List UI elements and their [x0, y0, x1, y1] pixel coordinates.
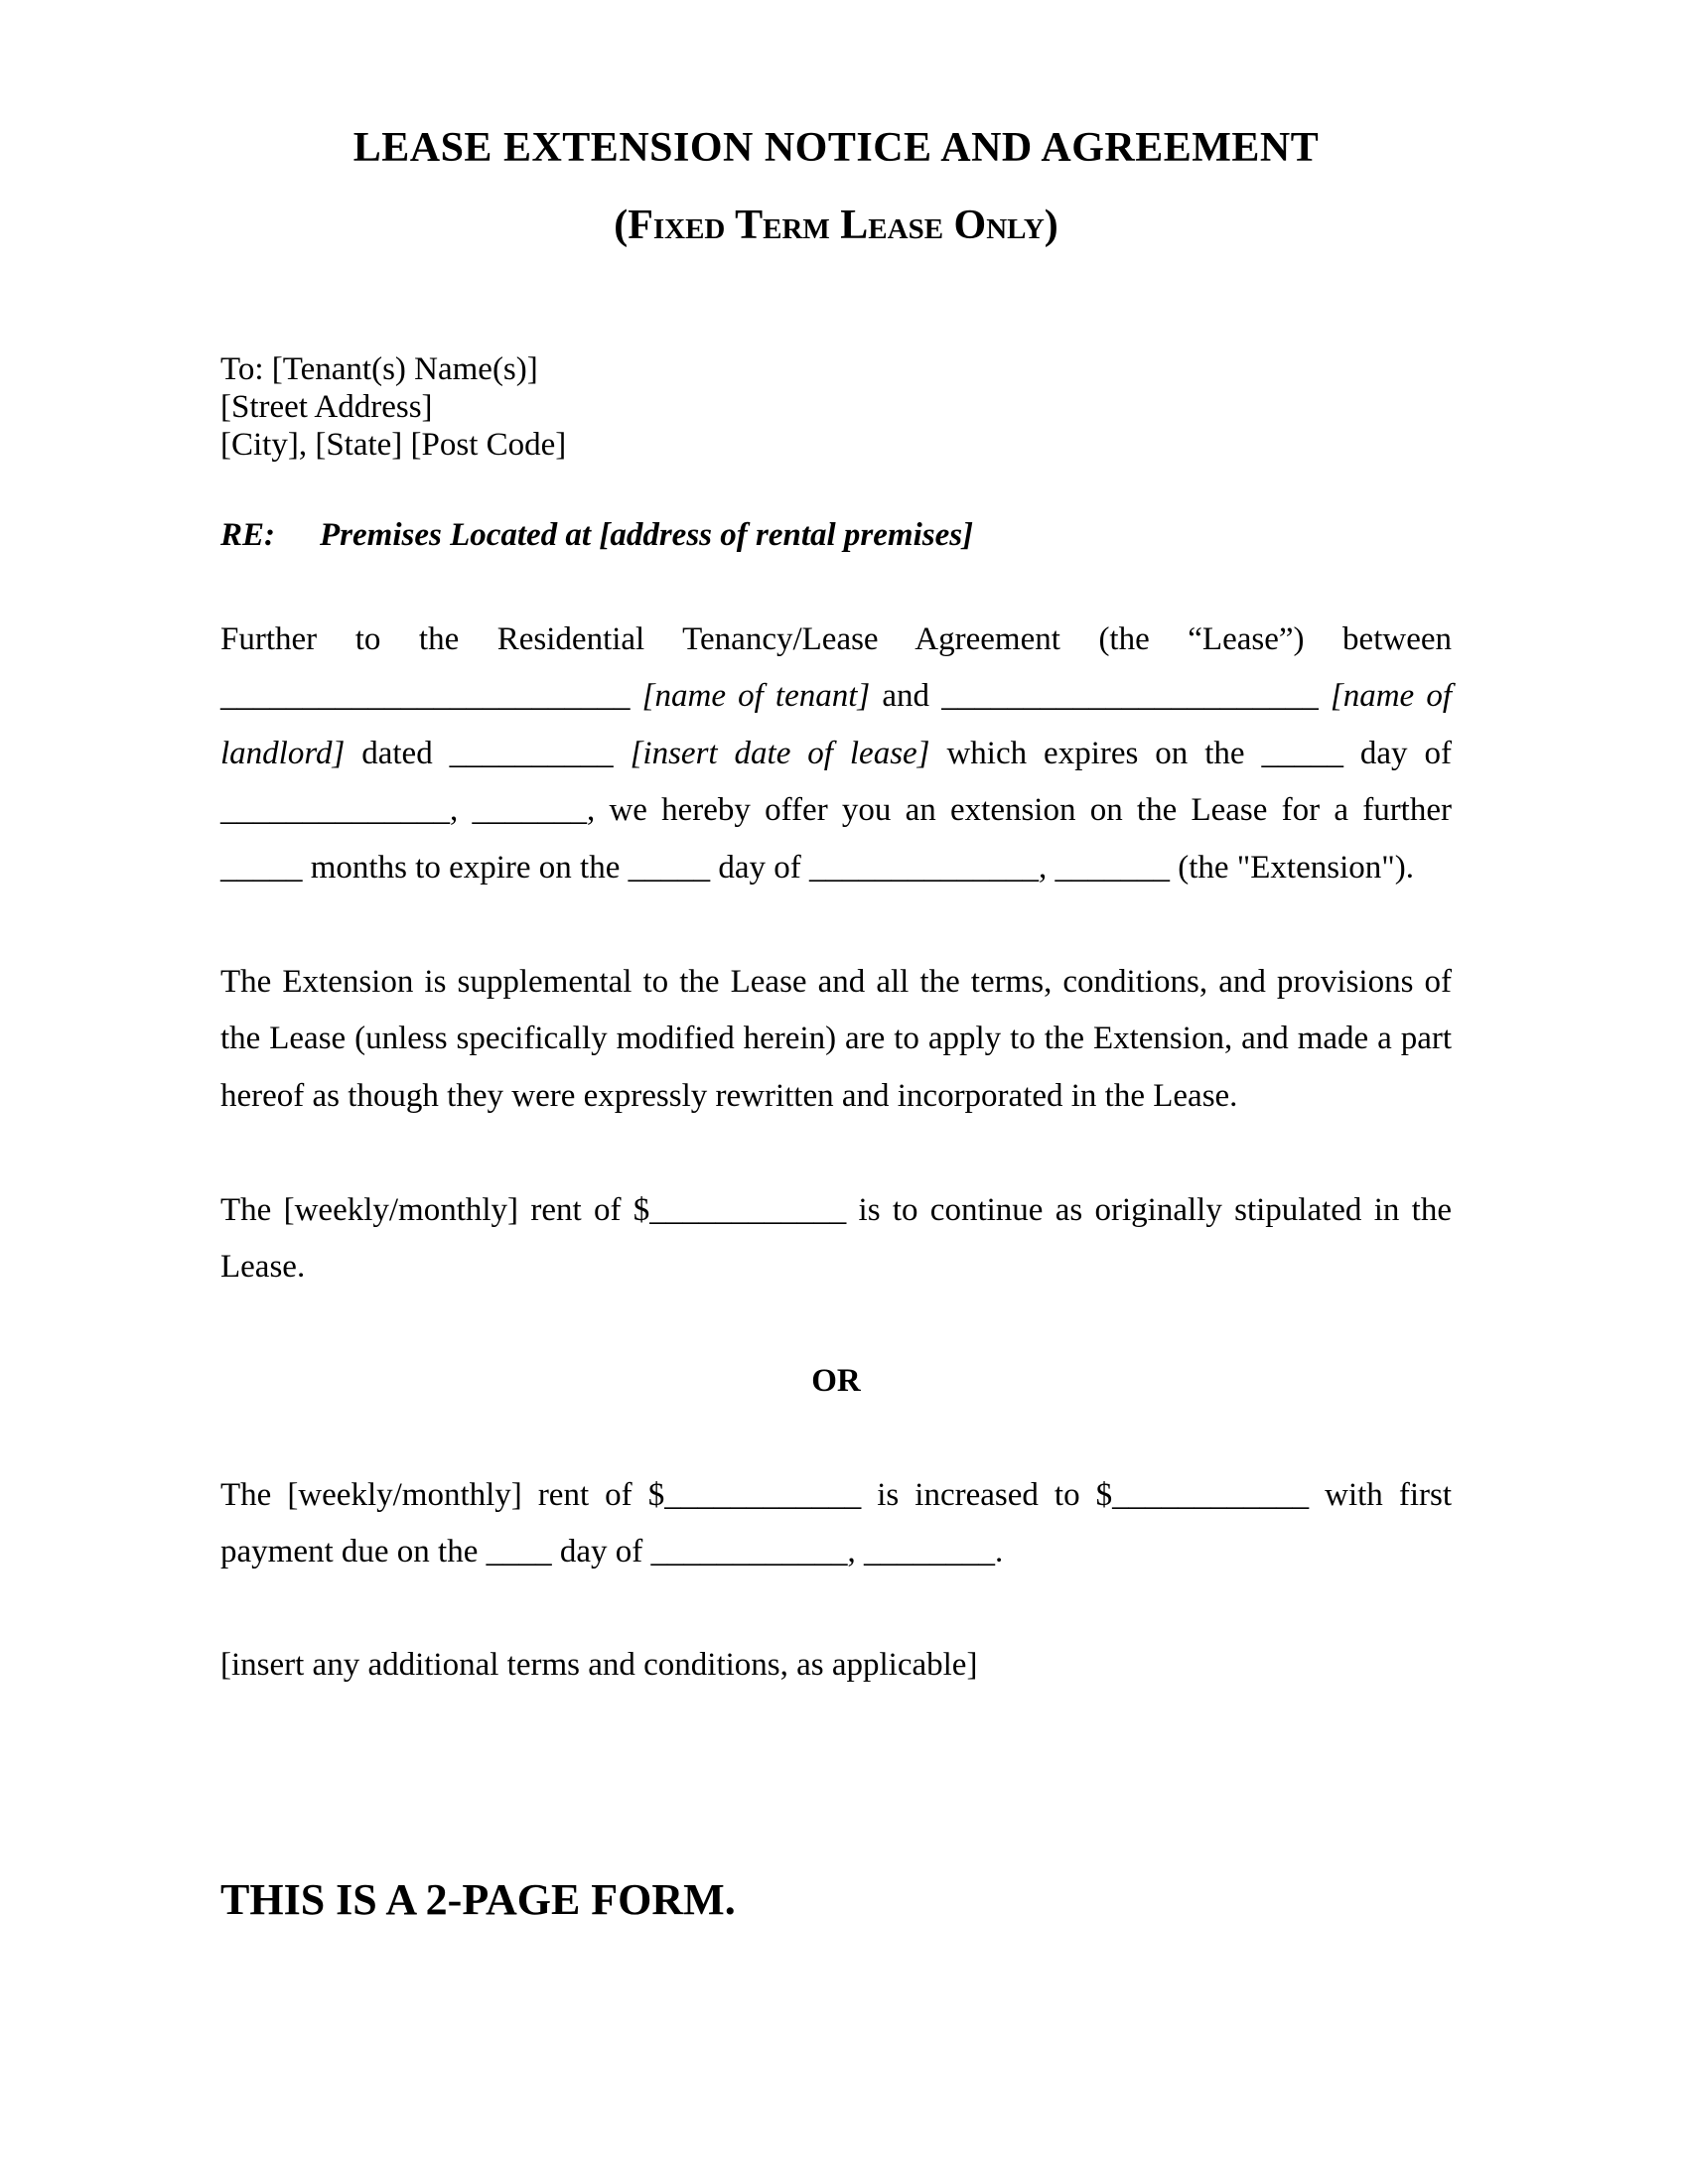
document-subtitle: (Fixed Term Lease Only): [614, 203, 1058, 248]
recipient-line-tenant-name: To: [Tenant(s) Name(s)]: [220, 351, 538, 387]
paragraph-rent-continue: The [weekly/monthly] rent of $____________ is to continue as originally stipulated in the Lease.: [220, 1191, 1452, 1285]
document-title: LEASE EXTENSION NOTICE AND AGREEMENT: [352, 125, 1320, 171]
text-run: dated __________: [345, 735, 631, 771]
text-run: which expires on the _____ day of ______________, _______, we hereby offer you an extension on the Lease for a further _____ months to expire on the _____ day of ______________, _______ (the "Extension").: [220, 735, 1452, 886]
page-count-note: THIS IS A 2-PAGE FORM.: [220, 1874, 736, 1924]
recipient-block: [220, 350, 1452, 464]
text-run: [insert date of lease]: [630, 735, 930, 771]
paragraph-supplemental-terms: The Extension is supplemental to the Lease and all the terms, conditions, and provisions of the Lease (unless specifically modified herein) are to apply to the Extension, and made a part hereof as though they were expressly rewritten and incorporated in the Lease.: [220, 963, 1452, 1114]
re-label: RE:: [220, 517, 276, 553]
additional-terms-note: [insert any additional terms and conditions, as applicable]: [220, 1646, 978, 1683]
paragraph-rent-increase: The [weekly/monthly] rent of $____________ is increased to $____________ with first payment due on the ____ day of ____________, ________.: [220, 1476, 1452, 1570]
paragraph-extension-offer: [220, 612, 1452, 897]
re-subject: Premises Located at [address of rental premises]: [320, 517, 974, 553]
text-run: Further to the Residential Tenancy/Lease Agreement (the “Lease”) between _________________________: [220, 620, 1452, 714]
text-run: [name of tenant]: [641, 678, 871, 714]
recipient-line-city-state-postcode: [City], [State] [Post Code]: [220, 427, 567, 463]
recipient-line-street-address: [Street Address]: [220, 389, 433, 425]
text-run: [name of landlord]: [220, 678, 1452, 771]
text-run: and _______________________: [870, 678, 1331, 714]
re-line: [220, 516, 1452, 554]
or-separator: OR: [811, 1362, 861, 1399]
